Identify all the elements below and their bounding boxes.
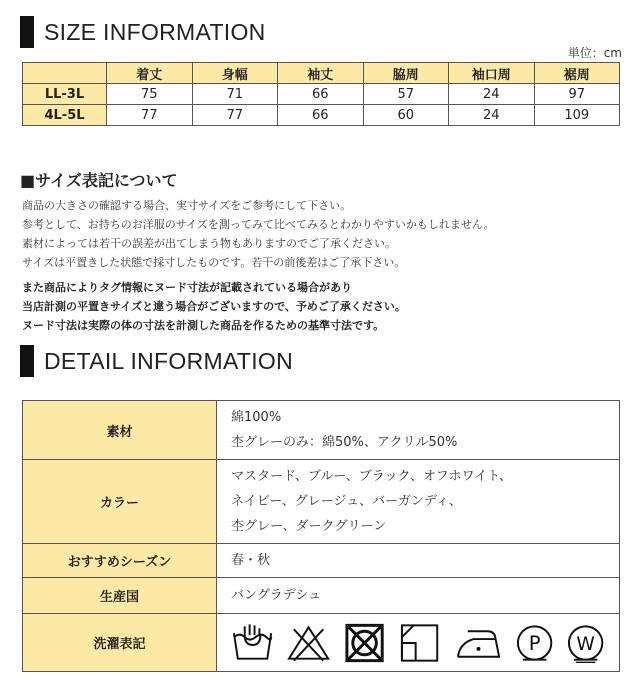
size-cell: 66 bbox=[278, 105, 364, 126]
size-cell: 60 bbox=[363, 105, 449, 126]
size-cell: 57 bbox=[363, 84, 449, 105]
size-cell: 71 bbox=[192, 84, 278, 105]
size-section-header bbox=[20, 16, 266, 48]
note-line: サイズは平置きした状態で採寸したものです。若干の前後差はご了承下さい。 bbox=[22, 256, 406, 269]
size-row-label: 4L-5L bbox=[23, 105, 107, 126]
detail-row-color bbox=[23, 460, 620, 544]
size-table-row bbox=[23, 84, 620, 105]
section-marker bbox=[20, 16, 34, 48]
size-cell: 75 bbox=[107, 84, 193, 105]
size-cell: 77 bbox=[192, 105, 278, 126]
iron-low-icon bbox=[454, 623, 503, 663]
material-line: 綿100% bbox=[231, 410, 282, 425]
size-table bbox=[22, 62, 620, 126]
origin-label: 生産国 bbox=[23, 578, 217, 614]
size-note-body bbox=[22, 196, 495, 272]
detail-section-title: DETAIL INFORMATION bbox=[44, 347, 294, 374]
detail-row-origin bbox=[23, 578, 620, 614]
detail-section-header bbox=[20, 345, 293, 377]
detail-row-season bbox=[23, 544, 620, 578]
size-cell: 24 bbox=[449, 84, 535, 105]
care-value bbox=[217, 614, 620, 672]
note-line: 素材によっては若干の誤差が出てしまう物もありますのでご了承ください。 bbox=[22, 237, 396, 250]
season-value: 春・秋 bbox=[217, 544, 620, 578]
size-header-cell: 袖口周 bbox=[449, 63, 535, 84]
unit-label: 単位：cm bbox=[567, 46, 622, 60]
color-line: ネイビー、グレージュ、バーガンディ、 bbox=[231, 494, 462, 509]
size-header-cell bbox=[23, 63, 107, 84]
size-header-cell: 脇周 bbox=[363, 63, 449, 84]
nude-size-note bbox=[22, 278, 406, 335]
color-label: カラー bbox=[23, 460, 217, 544]
note-bold-line: 当店計測の平置きサイズと違う場合がございますので、予めご了承ください。 bbox=[22, 300, 406, 313]
dry-clean-p-icon bbox=[515, 623, 554, 663]
size-cell: 109 bbox=[534, 105, 620, 126]
size-cell: 97 bbox=[534, 84, 620, 105]
material-label: 素材 bbox=[23, 401, 217, 460]
line-dry-shade-icon bbox=[398, 623, 441, 663]
note-line: 商品の大きさの確認する場合、実寸サイズをご参考にして下さい。 bbox=[22, 199, 352, 212]
size-note-title: ■サイズ表記について bbox=[20, 171, 178, 190]
size-header-cell: 身幅 bbox=[192, 63, 278, 84]
care-icons bbox=[231, 623, 605, 663]
color-line: 杢グレー、ダークグリーン bbox=[231, 519, 387, 534]
detail-table bbox=[22, 400, 620, 672]
wet-clean-w-icon bbox=[566, 623, 605, 663]
material-line: 杢グレーのみ：綿50%、アクリル50% bbox=[231, 435, 458, 450]
color-line: マスタード、ブルー、ブラック、オフホワイト、 bbox=[231, 469, 513, 484]
size-cell: 66 bbox=[278, 84, 364, 105]
no-tumble-dry-icon bbox=[343, 623, 386, 663]
section-marker bbox=[20, 345, 34, 377]
origin-value: バングラデシュ bbox=[217, 578, 620, 614]
size-header-cell: 袖丈 bbox=[278, 63, 364, 84]
dry-clean-letter: P bbox=[528, 631, 541, 655]
size-section-title: SIZE INFORMATION bbox=[44, 18, 266, 45]
color-value bbox=[217, 460, 620, 544]
note-bold-line: ヌード寸法は実際の体の寸法を計測した商品を作るための基準寸法です。 bbox=[22, 319, 385, 332]
note-bold-line: また商品によりタグ情報にヌード寸法が記載されている場合があり bbox=[22, 281, 352, 294]
size-cell: 24 bbox=[449, 105, 535, 126]
size-header-cell: 着丈 bbox=[107, 63, 193, 84]
size-table-header-row bbox=[23, 63, 620, 84]
detail-row-material bbox=[23, 401, 620, 460]
note-line: 参考として、お持ちのお洋服のサイズを測ってみて比べてみるとわかりやすいかもしれません。 bbox=[22, 218, 495, 231]
season-label: おすすめシーズン bbox=[23, 544, 217, 578]
care-label: 洗濯表記 bbox=[23, 614, 217, 672]
size-cell: 77 bbox=[107, 105, 193, 126]
size-header-cell: 裾周 bbox=[534, 63, 620, 84]
hand-wash-icon bbox=[231, 623, 274, 663]
no-bleach-icon bbox=[286, 623, 331, 663]
material-value bbox=[217, 401, 620, 460]
size-table-row bbox=[23, 105, 620, 126]
wet-clean-letter: W bbox=[576, 633, 595, 655]
size-row-label: LL-3L bbox=[23, 84, 107, 105]
detail-row-care bbox=[23, 614, 620, 672]
